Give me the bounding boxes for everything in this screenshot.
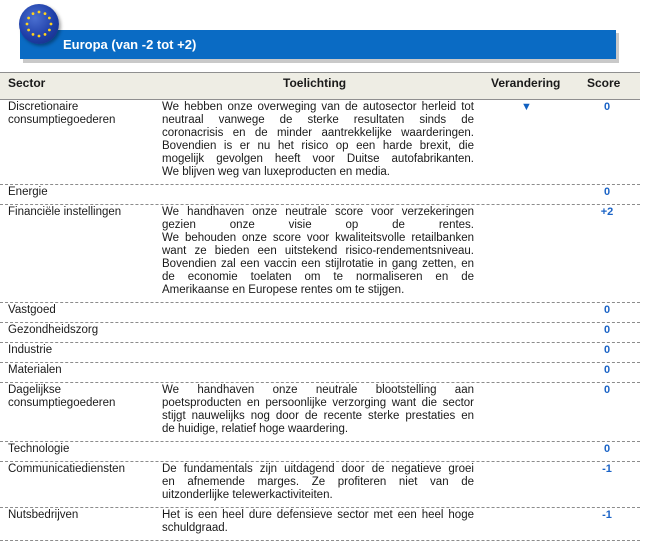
down-arrow-icon: ▼ [521,101,532,113]
column-header-toelichting: Toelichting [283,76,347,90]
table-row [0,185,640,205]
flag-star [38,11,41,14]
toelichting-line: mogelijk gevolgen heeft voor Duitse autofabrikanten. [162,153,474,165]
sector-name: Gezondheidszorg [8,324,99,336]
toelichting-line: We behouden onze score voor kwaliteitsvolle retailbanken [162,232,474,244]
flag-star [38,35,41,38]
toelichting-line: We hebben onze overweging van de autosector herleid tot [162,101,474,113]
score-value: 0 [603,384,611,396]
sector-table [0,100,640,541]
toelichting-line: We blijven weg van luxeproducten en media. [162,166,391,178]
toelichting-line: poetsproducten en persoonlijke verzorging want die sector [162,397,474,409]
table-row [0,508,640,541]
score-value: 0 [603,364,611,376]
toelichting-line: neutraal vanwege de sterke resultaten sinds de [162,114,474,126]
table-row [0,363,640,383]
sector-name: Vastgoed [8,304,56,316]
flag-star [32,33,35,36]
toelichting-text [162,206,474,297]
sector-name: Materialen [8,364,62,376]
toelichting-line: de huidige, relatief hoge waardering. [162,423,349,435]
flag-star [32,12,35,15]
score-value: 0 [603,344,611,356]
sector-name: Discretionaire consumptiegoederen [8,101,116,126]
toelichting-line: Bovendien zal een vaccin een stijlrotatie in gang zetten, en [162,258,474,270]
column-header-score: Score [587,76,621,90]
toelichting-line: We handhaven onze neutrale blootstelling aan [162,384,474,396]
toelichting-line: de economie toelaten om te normaliseren en de [162,271,474,283]
toelichting-line: gezien onze visie op de rentes. [162,219,474,231]
sector-name: Energie [8,186,48,198]
toelichting-line: schuldgraad. [162,522,228,534]
score-value: 0 [603,101,611,113]
toelichting-text [162,509,474,535]
table-row [0,303,640,323]
toelichting-text [162,101,474,179]
flag-star [50,23,53,26]
flag-star [27,17,30,20]
table-row [0,343,640,363]
toelichting-line: uitzonderlijke telewerkactiviteiten. [162,489,333,501]
sector-name: Communicatiediensten [8,463,125,475]
score-value: -1 [602,463,612,475]
column-header-verandering: Verandering [491,76,561,90]
score-value: -1 [602,509,612,521]
score-value: +2 [600,206,614,218]
section-title: Europa (van -2 tot +2) [63,37,197,52]
score-value: 0 [603,443,611,455]
toelichting-text [162,384,474,436]
sector-name: Dagelijkse consumptiegoederen [8,384,116,409]
toelichting-line: want ze bieden een uitstekend risico-rendementsniveau. [162,245,474,257]
toelichting-line: en afnemende marges. Ze profiteren niet van de [162,476,474,488]
toelichting-line: stijgt nauwelijks nog door de recente sterke prestaties en [162,410,474,422]
table-row [0,323,640,343]
flag-star [48,17,51,20]
toelichting-line: We handhaven onze neutrale score voor verzekeringen [162,206,474,218]
toelichting-line: De fundamentals zijn uitdagend door de negatieve groei [162,463,474,475]
table-row [0,462,640,508]
flag-star [26,23,29,26]
score-value: 0 [603,186,611,198]
table-row [0,383,640,442]
table-row [0,442,640,462]
table-row [0,100,640,185]
eu-flag-icon [19,4,59,44]
flag-star [27,29,30,32]
table-header [0,72,640,100]
toelichting-line: Amerikaanse en Europese rentes om te stijgen. [162,284,405,296]
sector-name: Technologie [8,443,70,455]
toelichting-line: Het is een heel dure defensieve sector met een heel hoge [162,509,474,521]
toelichting-line: coronacrisis en de minder aantrekkelijke waarderingen. [162,127,474,139]
score-value: 0 [603,324,611,336]
flag-star [48,29,51,32]
sector-name: Industrie [8,344,53,356]
score-value: 0 [603,304,611,316]
sector-name: Financiële instellingen [8,206,122,218]
column-header-sector: Sector [8,76,46,90]
toelichting-text [162,463,474,502]
toelichting-line: Bovendien is er nu het risico op een harde brexit, die [162,140,474,152]
sector-name: Nutsbedrijven [8,509,79,521]
flag-star [44,12,47,15]
table-row [0,205,640,303]
flag-star [44,33,47,36]
